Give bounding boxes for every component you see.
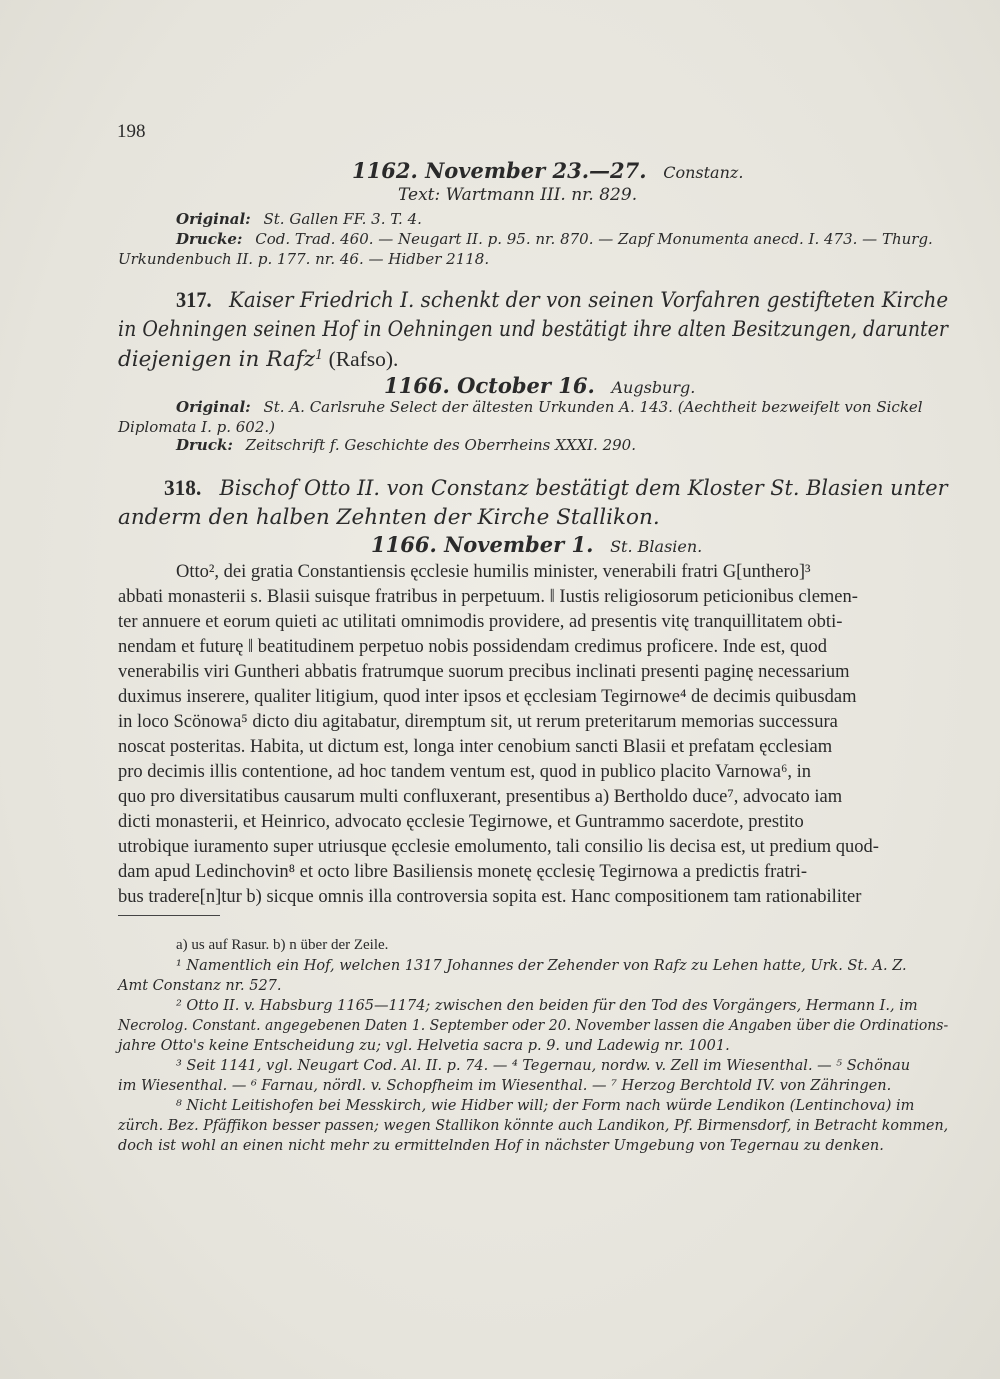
entry-317-regest-line-3 (118, 347, 398, 372)
entry-318-date-line (371, 532, 702, 557)
charter-text-line: duximus inserere, qualiter litigium, quod inter ipsos et ęcclesiam Tegirnowe⁴ de decimis quibusdam (118, 687, 857, 707)
entry-1162-place: Constanz. (663, 163, 744, 182)
entry-1162-original (176, 210, 422, 228)
footnote-line: ⁸ Nicht Leitishofen bei Messkirch, wie Hidber will; der Form nach würde Lendikon (Lentinchova) im (176, 1098, 915, 1114)
entry-318-date: 1166. November 1. (371, 532, 594, 557)
original-label: Original: (176, 210, 251, 228)
footnote-marker: 1 (315, 347, 324, 363)
charter-text-line: dam apud Ledinchovin⁸ et octo libre Basiliensis monetę ęcclesię Tegirnowa a predictis fratri- (118, 862, 808, 882)
drucke-value: Cod. Trad. 460. — Neugart II. p. 95. nr. 870. — Zapf Monumenta anecd. I. 473. — Thurg. (255, 230, 933, 248)
footnote-line: jahre Otto's keine Entscheidung zu; vgl. Helvetia sacra p. 9. und Ladewig nr. 1001. (118, 1038, 730, 1054)
druck-value: Zeitschrift f. Geschichte des Oberrheins XXXI. 290. (245, 436, 636, 454)
entry-317-text-a: diejenigen in Rafz (118, 347, 315, 372)
charter-text-line: ter annuere et eorum quieti ac utilitati omnimodis providere, ad presentis vitę tranquillitatem obti- (118, 612, 843, 632)
entry-317-date-line (384, 373, 695, 398)
druck-label: Druck: (176, 436, 233, 454)
page-number: 198 (117, 121, 146, 142)
drucke-label: Drucke: (176, 230, 243, 248)
charter-text-line: dicti monasterii, et Heinrico, advocato ęcclesie Tegirnowe, et Guntrammo sacerdote, prestito (118, 812, 804, 832)
footnote-line: zürch. Bez. Pfäffikon besser passen; wegen Stallikon könnte auch Landikon, Pf. Birmensdorf, in Betracht kommen, (118, 1118, 949, 1134)
charter-text-line: utrobique iuramento super utriusque ęcclesie emolumento, tali consilio lis decisa est, ut predium quod- (118, 837, 879, 857)
charter-text-line: pro decimis illis contentione, ad hoc tandem ventum est, quod in publico placito Varnowa⁶, in (118, 762, 812, 782)
entry-317-regest-line-2: in Oehningen seinen Hof in Oehningen und bestätigt ihre alten Besitzungen, darunter (118, 317, 948, 342)
footnote-separator (118, 915, 220, 916)
charter-text-line: venerabilis viri Guntheri abbatis fratrumque suorum precibus inclinati presenti paginę necessarium (118, 662, 850, 682)
footnote-line: ² Otto II. v. Habsburg 1165—1174; zwischen den beiden für den Tod des Vorgängers, Hermann I., im (176, 998, 918, 1014)
charter-text-line: nendam et futurę ‖ beatitudinem perpetuo nobis possidendam credimus proficere. Inde est, quod (118, 637, 828, 657)
entry-317-text: Kaiser Friedrich I. schenkt der von seinen Vorfahren gestifteten Kirche (229, 288, 949, 313)
entry-318-regest-line-1 (164, 475, 948, 501)
charter-text-line: Otto², dei gratia Constantiensis ęcclesie humilis minister, venerabili fratri G[unthero]³ (176, 562, 811, 582)
charter-text-line: quo pro diversitatibus causarum multi confluxerant, presentibus a) Bertholdo duce⁷, advocato iam (118, 787, 843, 807)
entry-317-date: 1166. October 16. (384, 373, 595, 398)
entry-317-text-b: (Rafso). (323, 347, 399, 371)
footnote-apparatus: a) us auf Rasur. b) n über der Zeile. (176, 937, 389, 953)
entry-317-original-cont: Diplomata I. p. 602.) (118, 418, 276, 436)
entry-1162-heading (352, 158, 743, 183)
entry-1162-date: 1162. November 23.—27. (352, 158, 647, 183)
entry-1162-drucke (176, 230, 933, 248)
footnote-line: ¹ Namentlich ein Hof, welchen 1317 Johannes der Zehender von Rafz zu Lehen hatte, Urk. St. A. Z. (176, 958, 907, 974)
original-value: St. Gallen FF. 3. T. 4. (263, 210, 422, 228)
charter-text-line: abbati monasterii s. Blasii suisque fratribus in perpetuum. ‖ Iustis religiosorum peticionibus clemen- (118, 587, 858, 607)
footnote-line: doch ist wohl an einen nicht mehr zu ermittelnden Hof in nächster Umgebung von Tegernau zu denken. (118, 1138, 884, 1154)
entry-317-regest-line-1 (176, 287, 948, 313)
entry-318-text: Bischof Otto II. von Constanz bestätigt dem Kloster St. Blasien unter (219, 476, 948, 501)
original-value: St. A. Carlsruhe Select der ältesten Urkunden A. 143. (Aechtheit bezweifelt von Sickel (263, 398, 923, 416)
footnote-line: Necrolog. Constant. angegebenen Daten 1. September oder 20. November lassen die Angaben über die Ordinations- (118, 1018, 949, 1034)
charter-text-line: in loco Scönowa⁵ dicto diu agitabatur, diremptum sit, ut rerum preteritarum memorias successura (118, 712, 838, 732)
entry-318-place: St. Blasien. (610, 537, 703, 556)
footnote-line: im Wiesenthal. — ⁶ Farnau, nördl. v. Schopfheim im Wiesenthal. — ⁷ Herzog Berchtold IV. von Zähringen. (118, 1078, 892, 1094)
footnote-line: ³ Seit 1141, vgl. Neugart Cod. Al. II. p. 74. — ⁴ Tegernau, nordw. v. Zell im Wiesenthal. — ⁵ Schönau (176, 1058, 911, 1074)
entry-318-regest-line-2: anderm den halben Zehnten der Kirche Stallikon. (118, 505, 660, 530)
footnote-line: Amt Constanz nr. 527. (118, 978, 282, 994)
entry-317-number: 317. (176, 287, 212, 312)
entry-317-place: Augsburg. (611, 378, 696, 397)
original-label: Original: (176, 398, 251, 416)
entry-1162-text-reference: Text: Wartmann III. nr. 829. (398, 185, 638, 205)
charter-text-line: bus tradere[n]tur b) sicque omnis illa controversia sopita est. Hanc compositionem tam rationabiliter (118, 887, 862, 907)
entry-1162-drucke-cont: Urkundenbuch II. p. 177. nr. 46. — Hidber 2118. (118, 250, 490, 268)
entry-318-number: 318. (164, 475, 202, 500)
entry-317-original (176, 398, 923, 416)
entry-317-druck (176, 436, 636, 454)
charter-text-line: noscat posteritas. Habita, ut dictum est, longa inter cenobium sancti Blasii et prefatam ęcclesiam (118, 737, 833, 757)
